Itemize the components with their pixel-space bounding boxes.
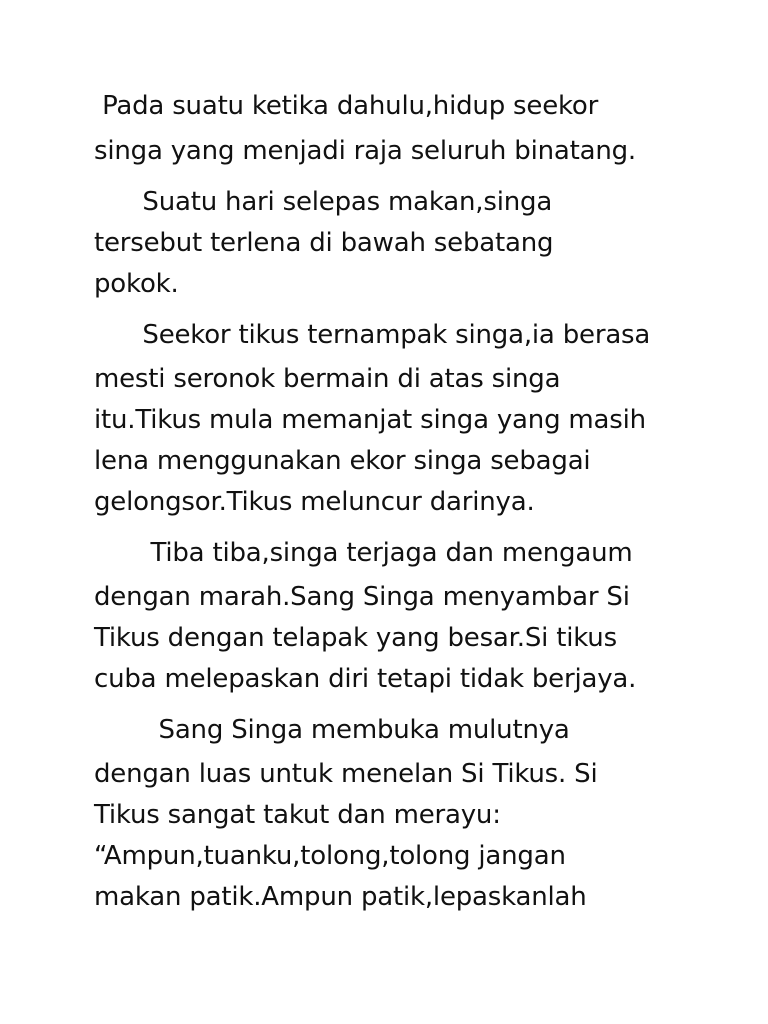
- paragraph-5-line-4: “Ampun,tuanku,tolong,tolong jangan: [94, 841, 566, 871]
- paragraph-2-line-3: pokok.: [94, 269, 179, 299]
- paragraph-4-line-2: dengan marah.Sang Singa menyambar Si: [94, 582, 630, 612]
- paragraph-4-line-4: cuba melepaskan diri tetapi tidak berjaya.: [94, 664, 637, 694]
- paragraph-5-line-2: dengan luas untuk menelan Si Tikus. Si: [94, 759, 598, 789]
- paragraph-4-line-3: Tikus dengan telapak yang besar.Si tikus: [94, 623, 617, 653]
- paragraph-3-line-3: itu.Tikus mula memanjat singa yang masih: [94, 405, 646, 435]
- paragraph-5-line-1: Sang Singa membuka mulutnya: [94, 715, 570, 745]
- paragraph-2-line-1: Suatu hari selepas makan,singa: [94, 187, 553, 217]
- paragraph-1-line-2: singa yang menjadi raja seluruh binatang.: [94, 136, 636, 166]
- paragraph-4-line-1: Tiba tiba,singa terjaga dan mengaum: [94, 538, 633, 568]
- paragraph-2-line-2: tersebut terlena di bawah sebatang: [94, 228, 554, 258]
- paragraph-3-line-5: gelongsor.Tikus meluncur darinya.: [94, 487, 535, 517]
- paragraph-3-line-4: lena menggunakan ekor singa sebagai: [94, 446, 591, 476]
- paragraph-1-line-1: Pada suatu ketika dahulu,hidup seekor: [94, 91, 599, 121]
- paragraph-3-line-1: Seekor tikus ternampak singa,ia berasa: [94, 320, 651, 350]
- paragraph-5-line-5: makan patik.Ampun patik,lepaskanlah: [94, 882, 587, 912]
- paragraph-3-line-2: mesti seronok bermain di atas singa: [94, 364, 561, 394]
- paragraph-5-line-3: Tikus sangat takut dan merayu:: [94, 800, 501, 830]
